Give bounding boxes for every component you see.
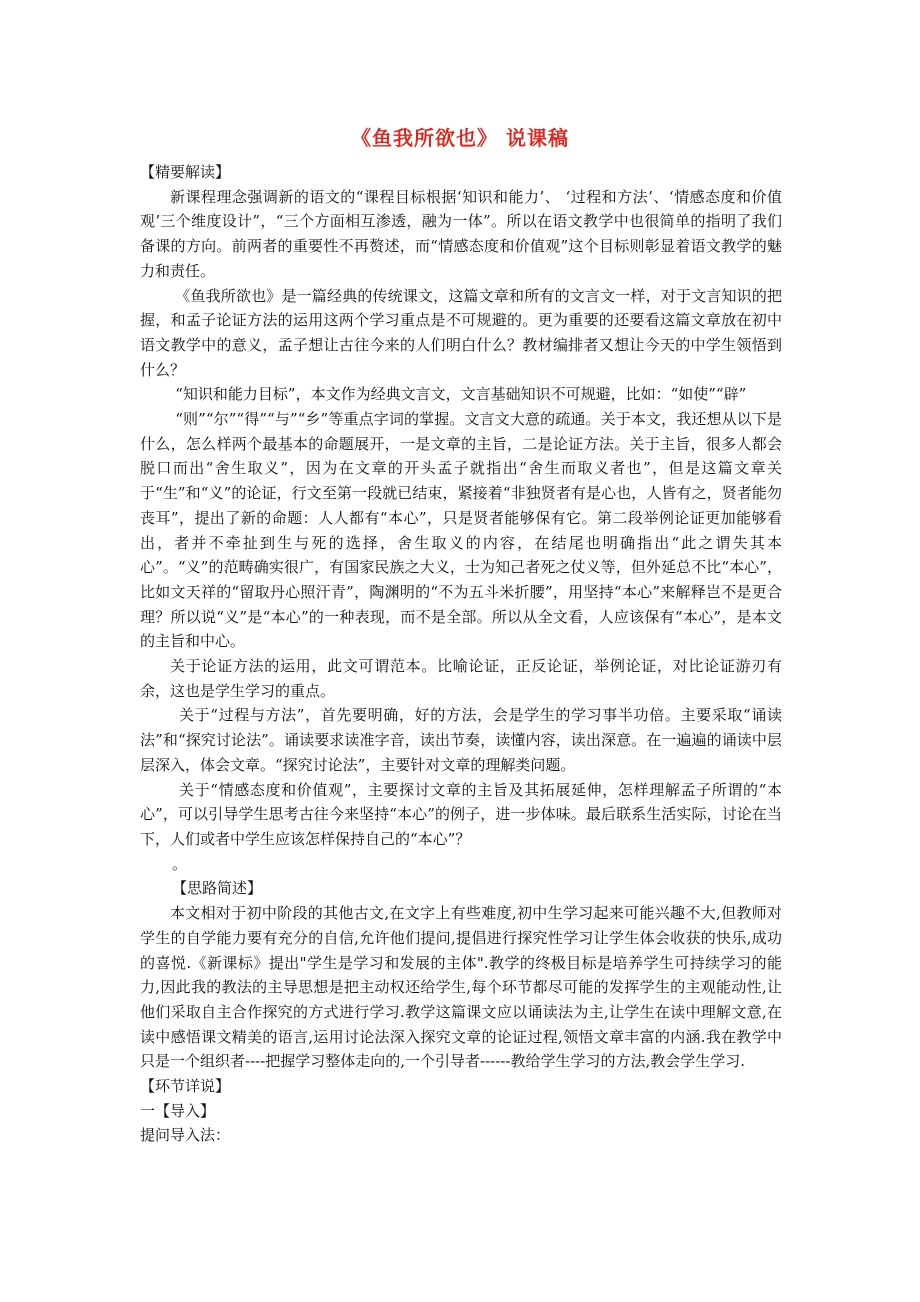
- section-heading-jingyao: 【精要解读】: [140, 163, 231, 181]
- document-body: [140, 160, 782, 1148]
- document-title: 《鱼我所欲也》 说课稿: [351, 126, 569, 150]
- paragraph-4: “则”“尔”“得”“与”“乡”等重点字词的掌握。文言文大意的疏通。关于本文，我还想从以下是什么，怎么样两个最基本的命题展开，一是文章的主旨，二是论证方法。关于主旨，很多人都会脱口而出“舍生取义”，因为在文章的开头孟子就指出“舍生而取义者也”，但是这篇文章关于“生”和“义”的论证，行文至第一段就已结束，紧接着“非独贤者有是心也，人皆有之，贤者能勿丧耳”，提出了新的命题：人人都有“本心”，只是贤者能够保有它。第二段举例论证更加能够看出，者并不牵扯到生与死的选择，舍生取义的内容，在结尾也明确指出“此之谓失其本心”。“义”的范畴确实很广，有国家民族之大义，士为知己者死之仗义等，但外延总不比“本心”，比如文天祥的“留取丹心照汗青”，陶渊明的“不为五斗米折腰”，用坚持“本心”来解释岂不是更合理？所以说“义”是“本心”的一种表现，而不是全部。所以从全文看，人应该保有“本心”，是本文的主旨和中心。: [140, 410, 782, 651]
- paragraph-6: 关于“过程与方法”，首先要明确，好的方法，会是学生的学习事半功倍。主要采取“诵读法”和“探究讨论法”。诵读要求读准字音，读出节奏，读懂内容，读出深意。在一遍遍的诵读中层层深入，体会文章。“探究讨论法”，主要针对文章的理解类问题。: [140, 706, 782, 774]
- paragraph-7: 关于“情感态度和价值观”，主要探讨文章的主旨及其拓展延伸，怎样理解孟子所谓的“本心”，可以引导学生思考古往今来坚持“本心”的例子，进一步体味。最后联系生活实际，讨论在当下，人们或者中学生应该怎样保持自己的“本心”？: [140, 780, 782, 848]
- paragraph-8: 。: [172, 854, 188, 873]
- section-heading-huanjie: 【环节详说】: [140, 1077, 231, 1096]
- paragraph-5: 关于论证方法的运用，此文可谓范本。比喻论证，正反论证，举例论证，对比论证游刃有余，这也是学生学习的重点。: [140, 657, 782, 700]
- paragraph-10: 提问导入法：: [140, 1126, 231, 1145]
- paragraph-1: 新课程理念强调新的语文的“课程目标根据‘知识和能力’、 ‘过程和方法’、‘情感态度和价值观’三个维度设计”，“三个方面相互渗透，融为一体”。所以在语文教学中也很简单的指明了我们备课的方向。前两者的重要性不再赘述，而“情感态度和价值观”这个目标则彰显着语文教学的魅力和责任。: [140, 187, 782, 280]
- paragraph-3: “知识和能力目标”，本文作为经典文言文，文言基础知识不可规避，比如：“如使”“辟”: [175, 385, 747, 404]
- section-heading-silu: 【思路简述】: [172, 879, 263, 898]
- paragraph-9: 本文相对于初中阶段的其他古文,在文字上有些难度,初中生学习起来可能兴趣不大,但教师对学生的自学能力要有充分的自信,允许他们提问,提倡进行探究性学习让学生体会收获的快乐,成功的喜悦.《新课标》提出"学生是学习和发展的主体".教学的终极目标是培养学生可持续学习的能力,因此我的教法的主导思想是把主动权还给学生,每个环节都尽可能的发挥学生的主观能动性,让他们采取自主合作探究的方式进行学习.教学这篇课文应以诵读法为主,让学生在读中理解文意,在读中感悟课文精美的语言,运用讨论法深入探究文章的论证过程,领悟文章丰富的内涵.我在教学中只是一个组织者----把握学习整体走向的,一个引导者------教给学生学习的方法,教会学生学习.: [140, 904, 782, 1071]
- paragraph-2: 《鱼我所欲也》是一篇经典的传统课文，这篇文章和所有的文言文一样，对于文言知识的把握，和孟子论证方法的运用这两个学习重点是不可规避的。更为重要的还要看这篇文章放在初中语文教学中的意义，孟子想让古往今来的人们明白什么？教材编排者又想让今天的中学生领悟到什么？: [140, 286, 782, 379]
- section-heading-daoru: 一【导入】: [140, 1101, 216, 1120]
